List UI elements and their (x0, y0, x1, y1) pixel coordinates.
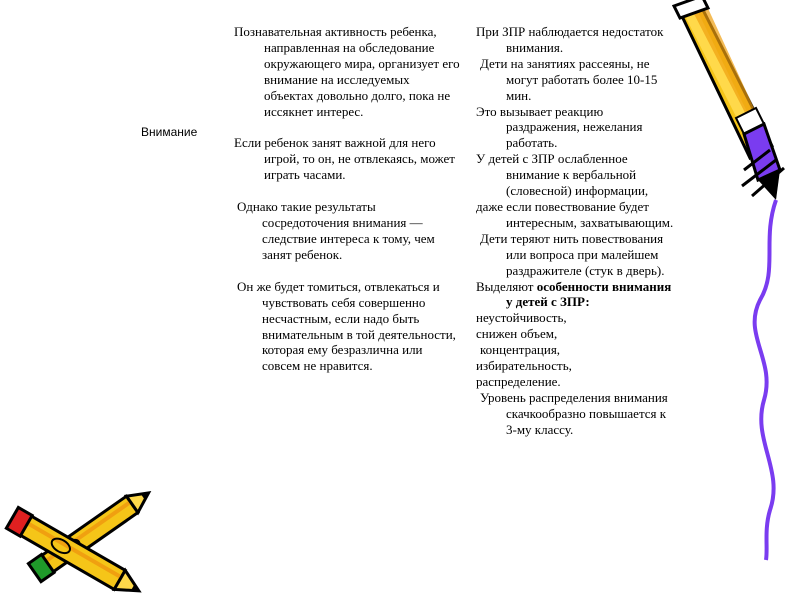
list-item: концентрация, (480, 342, 561, 358)
paragraph: Однако такие результаты сосредоточения внимания — следствие интереса к тому, чем занят ребенок. (237, 199, 435, 262)
column-zpr (476, 24, 676, 438)
list-item: избирательность, (476, 358, 572, 374)
paragraph: Дети на занятиях рассеяны, не могут работать более 10-15 мин. (480, 55, 658, 103)
list-item: распределение. (476, 373, 561, 389)
list-item: неустойчивость, (476, 310, 567, 326)
paragraph: Уровень распределения внимания скачкообразно повышается к 3-му классу. (480, 389, 668, 437)
features-bold: особенности внимания у детей с ЗПР: (506, 278, 672, 310)
paragraph: Это вызывает реакцию раздражения, нежелания работать. (476, 103, 643, 151)
pen-clipart-icon (672, 0, 792, 565)
pencils-clipart-icon (0, 480, 170, 600)
row-label: Внимание (141, 125, 198, 139)
paragraph: У детей с ЗПР ослабленное внимание к вербальной (словесной) информации, (476, 151, 649, 199)
list-item: снижен объем, (476, 326, 558, 342)
paragraph: Познавательная активность ребенка, направленная на обследование окружающего мира, организует его внимание на исследуемых объектах довольно долго, пока не иссякнет интерес. (234, 24, 460, 119)
paragraph: При ЗПР наблюдается недостаток внимания. (476, 24, 664, 55)
paragraph-features (476, 279, 676, 311)
paragraph: Дети теряют нить повествования или вопроса при малейшем раздражителе (стук в дверь). (480, 230, 665, 278)
column-normal-development (234, 24, 460, 374)
features-prefix: Выделяют (476, 278, 537, 294)
paragraph: Если ребенок занят важной для него игрой, то он, не отвлекаясь, может играть часами. (234, 135, 455, 183)
paragraph: Он же будет томиться, отвлекаться и чувствовать себя совершенно несчастным, если надо быть внимательным в той деятельности, которая ему безразлична или совсем не нравится. (237, 278, 456, 374)
paragraph: даже если повествование будет интересным, захватывающим. (476, 198, 674, 230)
